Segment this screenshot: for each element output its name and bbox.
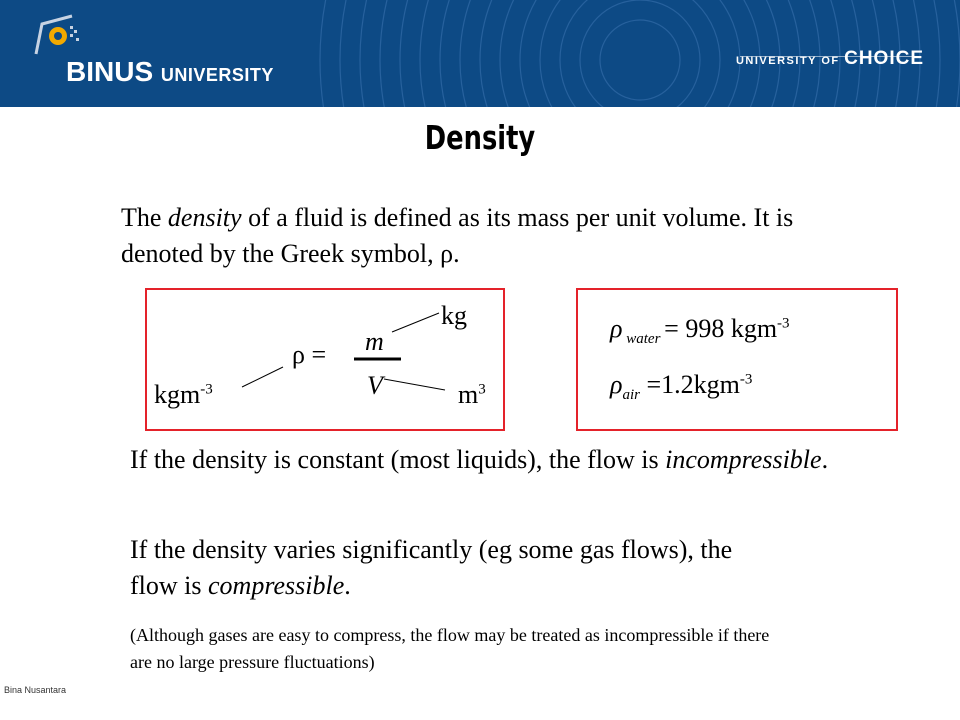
density-values-box [576, 288, 898, 431]
logo-name: BINUS [66, 56, 154, 87]
rho-equals: ρ = [292, 340, 327, 369]
unit-m3-exp: 3 [478, 381, 486, 398]
university-logo-text[interactable] [66, 56, 274, 88]
unit-m3-base: m [458, 380, 479, 409]
unit-kgm-base: kgm [154, 380, 201, 409]
water-rho: ρ [610, 314, 623, 343]
air-density-line [610, 370, 753, 404]
para2-emphasis: incompressible [665, 445, 822, 474]
tagline-main: CHOICE [844, 48, 924, 69]
compressible-paragraph [130, 532, 770, 604]
para1-text-a: The [121, 203, 168, 232]
para1-rho: ρ [440, 239, 454, 268]
air-exp: -3 [739, 371, 753, 388]
air-subscript: air [622, 387, 640, 404]
para1-emphasis: density [167, 203, 242, 232]
formula-box [145, 288, 505, 431]
slide-title: Density [424, 118, 536, 157]
unit-kg: kg [441, 301, 467, 330]
water-exp: -3 [777, 315, 790, 332]
para2-text: If the density is constant (most liquids), the flow is [130, 445, 666, 474]
water-subscript: water [622, 331, 665, 348]
water-density-line [610, 314, 790, 348]
air-rho: ρ [610, 370, 623, 399]
para2-end: . [821, 445, 829, 474]
para3-end: . [344, 571, 351, 600]
note-paragraph: (Although gases are easy to compress, the flow may be treated as incompressible if there are no large pressure fluctuations) [130, 625, 770, 672]
density-definition [121, 200, 801, 272]
header-banner [0, 0, 960, 107]
para3-text: If the density varies significantly (eg some gas flows), the flow is [130, 535, 733, 600]
para1-text-b: of a fluid is defined as its mass per unit volume. It is denoted by the Greek symbol, [121, 203, 794, 268]
para3-emphasis: compressible [208, 571, 345, 600]
para1-end: . [453, 239, 460, 268]
unit-m3 [458, 380, 486, 410]
binus-logo-icon [30, 12, 80, 62]
footer-text: Bina Nusantara [4, 685, 67, 695]
unit-kgm-exp: -3 [200, 381, 213, 398]
volume-symbol: V [367, 371, 383, 400]
tagline-prefix: UNIVERSITY OF [735, 55, 840, 67]
water-value: = 998 kgm [664, 314, 778, 343]
mass-symbol: m [365, 327, 384, 356]
air-value: =1.2kgm [640, 370, 740, 399]
incompressible-paragraph [130, 442, 830, 478]
unit-kgm3 [154, 380, 213, 410]
logo-suffix: UNIVERSITY [160, 65, 274, 85]
tagline [736, 48, 924, 70]
